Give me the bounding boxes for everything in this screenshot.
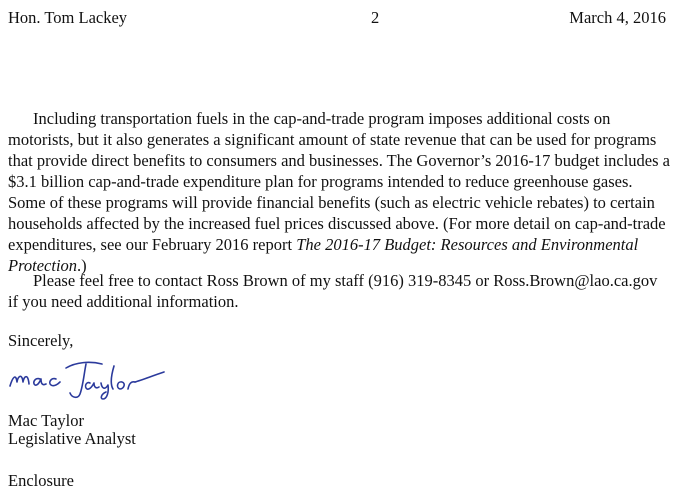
header-addressee: Hon. Tom Lackey [8, 8, 128, 27]
paragraph-text: Including transportation fuels in the cap-and-trade program imposes additional costs on motorists, but it also generates a significant amount of state revenue that can be used for programs that provide direct benefits to consumers and businesses. The Governor’s 2016-17 budget includes a $3.1 billion cap-and-trade expenditure plan for programs intended to reduce greenhouse gases. Some of these programs will provide financial benefits (such as electric vehicle rebates) to certain households affected by the increased fuel prices discussed above. (For more detail on cap-and-trade expenditures, see our February 2016 report [8, 109, 670, 254]
closing-salutation: Sincerely, [8, 331, 74, 350]
header-date: March 4, 2016 [569, 8, 666, 27]
paragraph-text-end: .) [77, 256, 87, 275]
handwritten-signature [6, 352, 176, 400]
report-title: The 2016-17 Budget: Resources and Environmental Protection [8, 235, 639, 275]
body-paragraph-contact: Please feel free to contact Ross Brown of my staff (916) 319-8345 or Ross.Brown@lao.ca.gov if you need additional information. [8, 271, 658, 311]
enclosure-note: Enclosure [8, 471, 74, 490]
body-paragraph-fuels [8, 108, 670, 276]
header-page-number: 2 [371, 8, 380, 27]
page-header [8, 8, 666, 30]
signer-name: Mac Taylor [8, 411, 84, 430]
signer-title: Legislative Analyst [8, 429, 136, 448]
